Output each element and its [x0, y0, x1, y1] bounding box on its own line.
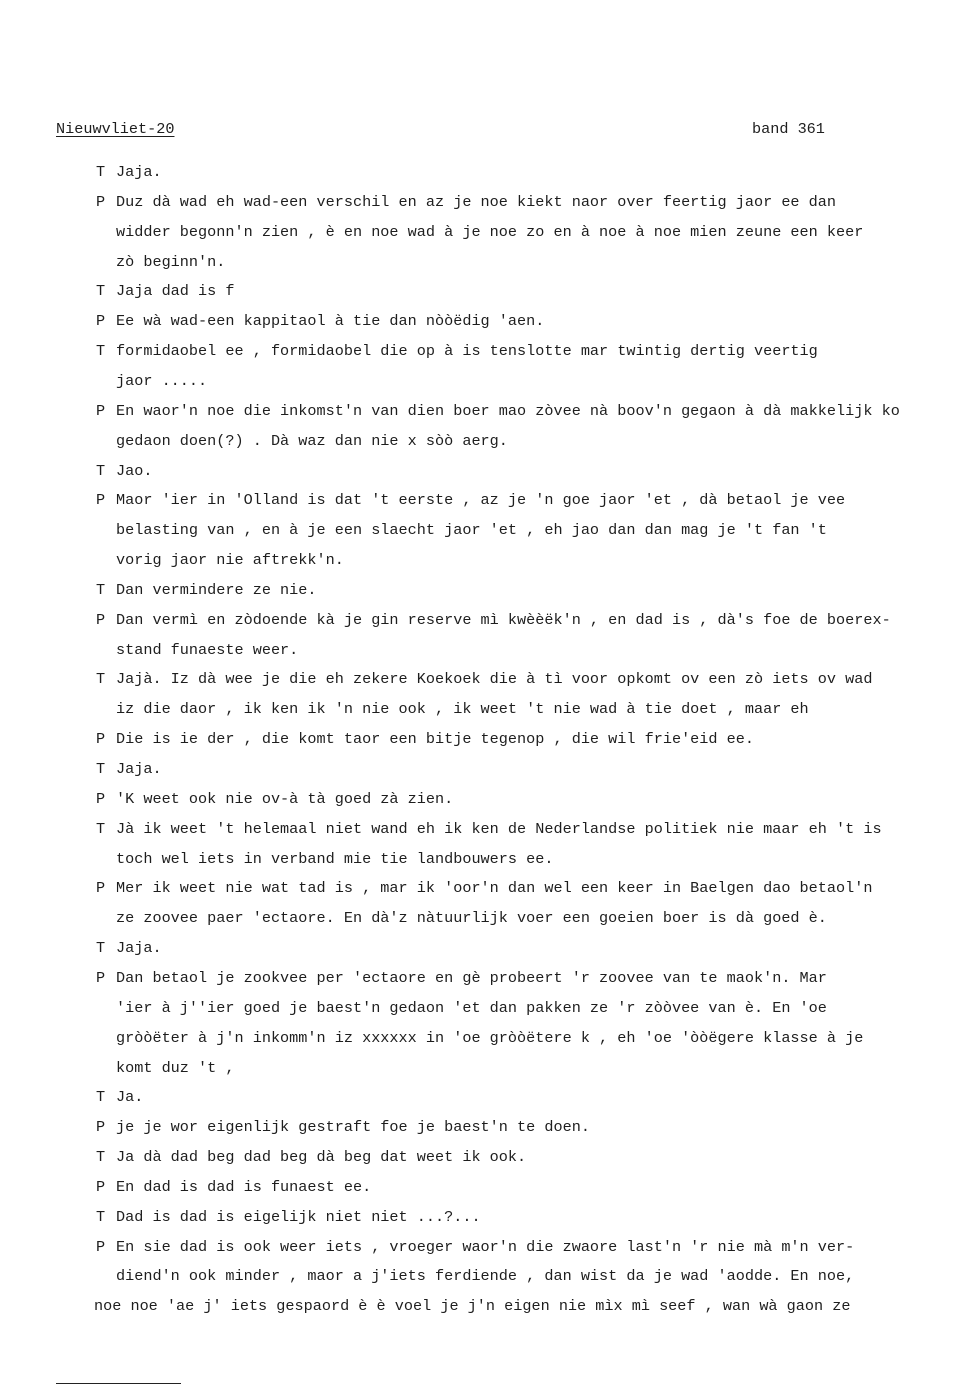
transcript-line: Ja dà dad beg dad beg dà beg dat weet ik ook. [116, 1148, 527, 1166]
transcript-line: gedaon doen(?) . Dà waz dan nie x sòò aerg. [116, 432, 508, 450]
transcript-line: Jaja dad is f [116, 282, 235, 300]
speaker-label: T [96, 163, 106, 181]
transcript-line: 'ier à j''ier goed je baest'n gedaon 'et dan pakken ze 'r zòòvee van è. En 'oe [116, 999, 827, 1017]
transcript-line: En sie dad is ook weer iets , vroeger waor'n die zwaore last'n 'r nie mà m'n ver- [116, 1238, 855, 1256]
speaker-label: T [96, 282, 106, 300]
speaker-label: T [96, 760, 106, 778]
speaker-label: P [96, 1118, 106, 1136]
speaker-label: T [96, 1208, 106, 1226]
transcript-line: Ja. [116, 1088, 144, 1106]
speaker-label: P [96, 491, 106, 509]
speaker-label: T [96, 939, 106, 957]
speaker-label: T [96, 670, 106, 688]
transcript-line: gròòëter à j'n inkomm'n iz xxxxxx in 'oe gròòëtere k , eh 'oe 'òòëgere klasse à je [116, 1029, 864, 1047]
transcript-line: Dan vermindere ze nie. [116, 581, 317, 599]
speaker-label: T [96, 581, 106, 599]
transcript-line: vorig jaor nie aftrekk'n. [116, 551, 344, 569]
speaker-label: P [96, 879, 106, 897]
speaker-label: T [96, 1088, 106, 1106]
transcript-line: Jaja. [116, 760, 162, 778]
transcript-line: 'K weet ook nie ov-à tà goed zà zien. [116, 790, 454, 808]
transcript-line: stand funaeste weer. [116, 641, 299, 659]
transcript-line: komt duz 't , [116, 1059, 235, 1077]
speaker-label: P [96, 193, 106, 211]
transcript-line: je je wor eigenlijk gestraft foe je baest'n te doen. [116, 1118, 590, 1136]
transcript-line: Jaja. [116, 163, 162, 181]
transcript-line: ze zoovee paer 'ectaore. En dà'z nàtuurlijk voer een goeien boer is dà goed è. [116, 909, 827, 927]
speaker-label: P [96, 790, 106, 808]
speaker-label: P [96, 312, 106, 330]
speaker-label: T [96, 462, 106, 480]
speaker-label: P [96, 611, 106, 629]
transcript-line: Jaja. [116, 939, 162, 957]
speaker-label: T [96, 1148, 106, 1166]
speaker-label: P [96, 402, 106, 420]
transcript-line: noe noe 'ae j' iets gespaord è è voel je j'n eigen nie mìx mì seef , wan wà gaon ze [94, 1297, 851, 1315]
transcript-line: Ee wà wad-een kappitaol à tie dan nòòëdig 'aen. [116, 312, 545, 330]
transcript-line: Dad is dad is eigelijk niet niet ...?... [116, 1208, 481, 1226]
footnote-rule [56, 1383, 181, 1384]
transcript-line: diend'n ook minder , maor a j'iets ferdiende , dan wist da je wad 'aodde. En noe, [116, 1267, 855, 1285]
transcript-line: Dan vermì en zòdoende kà je gin reserve mì kwèèëk'n , en dad is , dà's foe de boerex- [116, 611, 891, 629]
location-label: Nieuwvliet-20 [56, 120, 175, 138]
transcript-line: iz die daor , ik ken ik 'n nie ook , ik weet 't nie wad à tie doet , maar eh [116, 700, 809, 718]
transcript-line: Jajà. Iz dà wee je die eh zekere Koekoek die à tì voor opkomt ov een zò iets ov wad [116, 670, 873, 688]
transcript-line: widder begonn'n zien , è en noe wad à je noe zo en à noe à noe mien zeune een keer [116, 223, 864, 241]
transcript-line: Die is ie der , die komt taor een bitje tegenop , die wil frie'eid ee. [116, 730, 754, 748]
transcript-line: Jà ik weet 't helemaal niet wand eh ik ken de Nederlandse politiek nie maar eh 't is [116, 820, 882, 838]
speaker-label: T [96, 820, 106, 838]
transcript-line: Mer ik weet nie wat tad is , mar ik 'oor'n dan wel een keer in Baelgen dao betaol'n [116, 879, 873, 897]
transcript-line: En waor'n noe die inkomst'n van dien boer mao zòvee nà boov'n gegaon à dà makkelijk ko [116, 402, 900, 420]
transcript-line: jaor ..... [116, 372, 208, 390]
transcript-line: Duz dà wad eh wad-een verschil en az je noe kiekt naor over feertig jaor ee dan [116, 193, 837, 211]
transcript-line: toch wel iets in verband mie tie landbouwers ee. [116, 850, 554, 868]
transcript-line: belasting van , en à je een slaecht jaor 'et , eh jao dan dan mag je 't fan 't [116, 521, 827, 539]
transcript-line: zò beginn'n. [116, 253, 226, 271]
speaker-label: P [96, 969, 106, 987]
transcript-line: En dad is dad is funaest ee. [116, 1178, 372, 1196]
transcript-line: Dan betaol je zookvee per 'ectaore en gè probeert 'r zoovee van te maok'n. Mar [116, 969, 827, 987]
tape-number: band 361 [752, 120, 825, 138]
speaker-label: T [96, 342, 106, 360]
transcript-line: Maor 'ier in 'Olland is dat 't eerste , az je 'n goe jaor 'et , dà betaol je vee [116, 491, 846, 509]
transcript-line: Jao. [116, 462, 153, 480]
speaker-label: P [96, 1238, 106, 1256]
transcript-line: formidaobel ee , formidaobel die op à is tenslotte mar twintig dertig veertig [116, 342, 818, 360]
speaker-label: P [96, 730, 106, 748]
speaker-label: P [96, 1178, 106, 1196]
